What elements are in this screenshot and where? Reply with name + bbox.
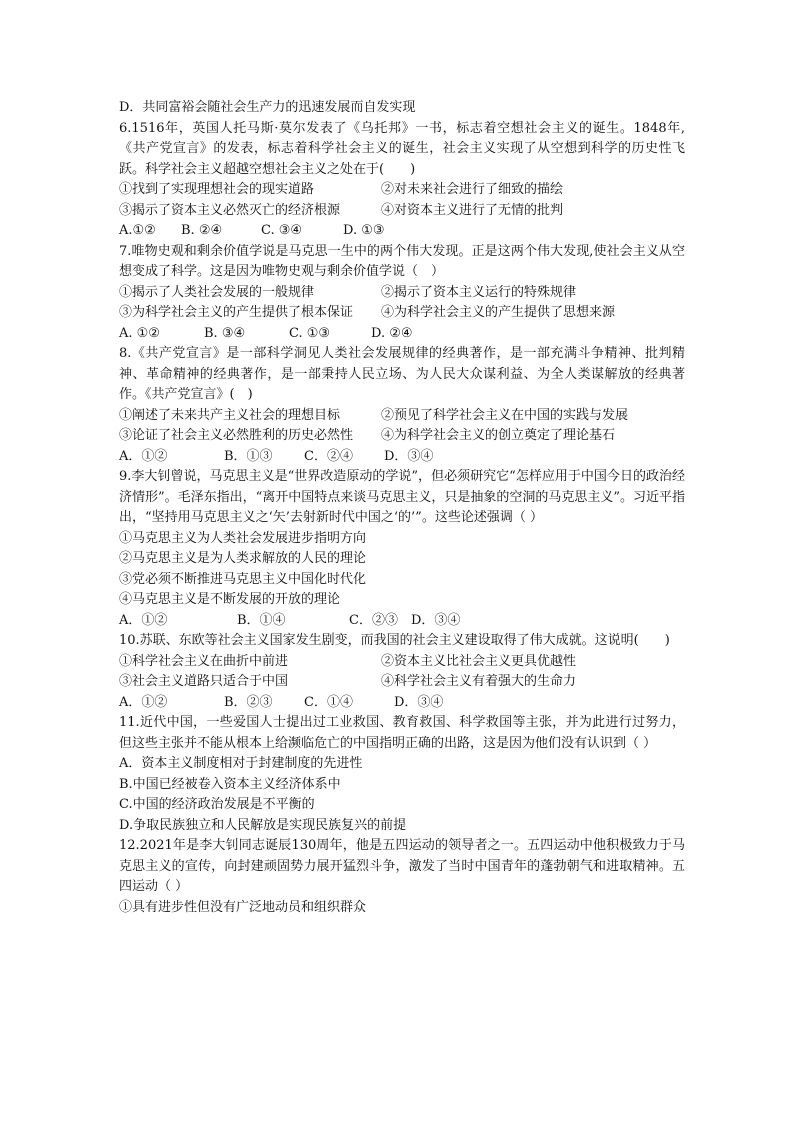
q9-answer-b[interactable]: B．①④ <box>237 612 286 628</box>
q7-stem: 7.唯物史观和剩余价值学说是马克思一生中的两个伟大发现。正是这两个伟大发现,使社会主义从空想变成了科学。这是因为唯物史观与剩余价值学说（ ） <box>119 243 685 279</box>
question-8 <box>119 344 685 467</box>
q8-item-3: ③论证了社会主义必然胜利的历史必然性 <box>119 428 354 443</box>
q6-item-1: ①找到了实现理想社会的现实道路 <box>119 182 315 197</box>
q9-answer-d[interactable]: D．③④ <box>411 612 461 628</box>
q11-option-c[interactable]: C.中国的经济政治发展是不平衡的 <box>119 797 315 812</box>
q10-items-row2 <box>119 672 685 693</box>
q6-answer-b[interactable]: B. ②④ <box>181 223 223 238</box>
q9-answer-a[interactable]: A．①② <box>119 612 168 628</box>
q7-item-3: ③为科学社会主义的产生提供了根本保证 <box>119 305 354 320</box>
q8-answer-c[interactable]: C．②④ <box>304 448 353 464</box>
q7-items-row2 <box>119 303 685 324</box>
q9-item-3: ③党必须不断推进马克思主义中国化时代化 <box>119 571 367 587</box>
q8-answer-d[interactable]: D．③④ <box>384 448 434 464</box>
q7-items-row1 <box>119 283 685 304</box>
q9-item-1: ①马克思主义为人类社会发展进步指明方向 <box>119 530 367 546</box>
q7-item-4: ④为科学社会主义的产生提供了思想来源 <box>381 305 616 320</box>
q10-items-row1 <box>119 652 685 673</box>
q10-item-3: ③社会主义道路只适合于中国 <box>119 674 289 689</box>
question-9 <box>119 467 685 631</box>
q7-item-1: ①揭示了人类社会发展的一般规律 <box>119 284 315 300</box>
q11-stem: 11.近代中国，一些爱国人士提出过工业救国、教育救国、科学救国等主张，并为此进行过努力，但这些主张并不能从根本上给濒临危亡的中国指明正确的出路，这是因为他们没有认识到（ ） <box>119 715 685 751</box>
q6-items-row1 <box>119 180 685 201</box>
q9-item-4: ④马克思主义是不断发展的开放的理论 <box>119 592 341 607</box>
q9-item-2: ②马克思主义是为人类求解放的人民的理论 <box>119 551 367 566</box>
q8-items-row2 <box>119 426 685 447</box>
q6-answer-c[interactable]: C. ③④ <box>261 223 303 238</box>
question-11 <box>119 713 685 836</box>
q6-item-3: ③揭示了资本主义必然灭亡的经济根源 <box>119 202 341 218</box>
q8-stem: 8.《共产党宣言》是一部科学洞见人类社会发展规律的经典著作，是一部充满斗争精神、批判精神、革命精神的经典著作，是一部秉持人民立场、为人民大众谋利益、为全人类谋解放的经典著作。《共产党宣言》( ) <box>119 346 685 402</box>
q7-answer-d[interactable]: D. ②④ <box>371 325 413 341</box>
q6-answer-a[interactable]: A.①② <box>119 223 156 238</box>
q9-stem: 9.李大钊曾说，马克思主义是“世界改造原动的学说”，但必须研究它“怎样应用于中国今日的政治经济情形”。毛泽东指出，“离开中国特点来谈马克思主义，只是抽象的空洞的马克思主义”。习近平指出，“坚持用马克思主义之‘矢’去射新时代中国之‘的’”。这些论述强调（ ） <box>119 469 685 525</box>
q11-option-a[interactable]: A．资本主义制度相对于封建制度的先进性 <box>119 756 363 771</box>
q8-answer-a[interactable]: A．①② <box>119 448 168 464</box>
q6-stem: 6.1516年，英国人托马斯·莫尔发表了《乌托邦》一书，标志着空想社会主义的诞生。1848年,《共产党宣言》的发表，标志着科学社会主义的诞生，社会主义实现了从空想到科学的历史性飞跃。科学社会主义超越空想社会主义之处在于( ) <box>119 120 685 177</box>
q9-answers <box>119 611 685 632</box>
q6-answers <box>119 221 685 242</box>
q9-answer-c[interactable]: C．②③ <box>349 612 398 628</box>
q10-answer-b[interactable]: B．②③ <box>224 694 273 710</box>
question-6 <box>119 119 685 242</box>
q8-answers <box>119 447 685 468</box>
q8-answer-b[interactable]: B．①③ <box>224 448 273 464</box>
q10-item-4: ④科学社会主义有着强大的生命力 <box>381 674 577 689</box>
q10-item-1: ①科学社会主义在曲折中前进 <box>119 653 289 669</box>
q6-answer-d[interactable]: D. ①③ <box>343 223 385 238</box>
q6-item-4: ④对资本主义进行了无情的批判 <box>381 202 564 218</box>
q10-answers <box>119 693 685 714</box>
q6-item-2: ②对未来社会进行了细致的描绘 <box>381 182 564 197</box>
q11-option-b[interactable]: B.中国已经被卷入资本主义经济体系中 <box>119 776 341 792</box>
q12-item-1: ①具有进步性但没有广泛地动员和组织群众 <box>119 899 367 915</box>
q6-items-row2 <box>119 201 685 222</box>
q10-answer-d[interactable]: D．③④ <box>394 694 444 710</box>
question-7 <box>119 242 685 345</box>
q5-option-d: D．共同富裕会随社会生产力的迅速发展而自发实现 <box>119 100 416 115</box>
q8-items-row1 <box>119 406 685 427</box>
q8-item-4: ④为科学社会主义的创立奠定了理论基石 <box>381 428 616 443</box>
q7-item-2: ②揭示了资本主义运行的特殊规律 <box>381 284 577 300</box>
q10-answer-c[interactable]: C．①④ <box>304 694 353 710</box>
q8-item-1: ①阐述了未来共产主义社会的理想目标 <box>119 407 341 423</box>
q10-stem: 10.苏联、东欧等社会主义国家发生剧变，而我国的社会主义建设取得了伟大成就。这说明( ) <box>119 633 670 648</box>
q10-answer-a[interactable]: A．①② <box>119 694 168 710</box>
q10-item-2: ②资本主义比社会主义更具优越性 <box>381 653 577 669</box>
question-12 <box>119 836 685 918</box>
q11-option-d[interactable]: D.争取民族独立和人民解放是实现民族复兴的前提 <box>119 817 407 833</box>
q12-stem: 12.2021年是李大钊同志诞辰130周年，他是五四运动的领导者之一。五四运动中他积极致力于马克思主义的宣传，向封建顽固势力展开猛烈斗争，激发了当时中国青年的蓬勃朝气和进取精神。五四运动（ ） <box>119 838 685 894</box>
q7-answer-a[interactable]: A. ①② <box>119 325 160 341</box>
q7-answer-c[interactable]: C. ①③ <box>289 325 331 341</box>
q7-answers <box>119 324 685 345</box>
question-10 <box>119 631 685 713</box>
q8-item-2: ②预见了科学社会主义在中国的实践与发展 <box>381 407 629 423</box>
q7-answer-b[interactable]: B. ③④ <box>204 325 246 341</box>
exam-page <box>119 98 685 918</box>
